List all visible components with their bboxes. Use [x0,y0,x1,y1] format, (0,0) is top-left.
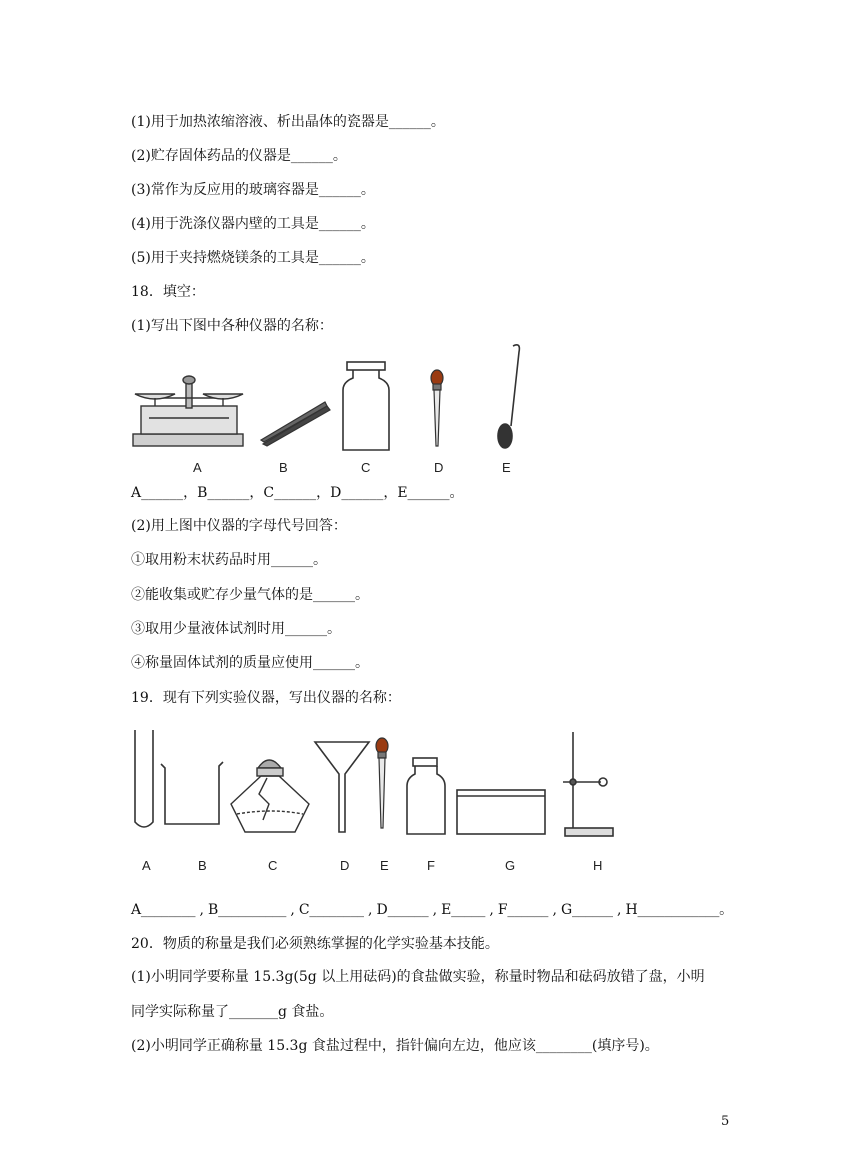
q20-item-2: (2)小明同学正确称量 15.3g 食盐过程中，指针偏向左边，他应该________(填序号)。 [131,1038,659,1054]
q19-figure-label-e: E [380,858,389,873]
combustion-spoon-icon [498,345,519,448]
q18-title: 18．填空： [131,284,205,300]
q19-figure-label-a: A [142,858,151,873]
q17-item-3: (3)常作为反应用的玻璃容器是______。 [131,182,375,198]
q18-figure [131,342,531,478]
q18-figure-label-e: E [502,460,511,475]
q18-figure-label-d: D [434,460,444,475]
page-number: 5 [721,1114,730,1129]
q18-item-3: ③取用少量液体试剂时用______。 [131,621,341,637]
beaker-icon [161,762,223,824]
q18-sub1: (1)写出下图中各种仪器的名称： [131,318,333,334]
dropper-icon [376,738,388,828]
q18-figure-label-a: A [193,460,202,475]
q17-item-1: (1)用于加热浓缩溶液、析出晶体的瓷器是______。 [131,114,445,130]
q17-item-4: (4)用于洗涤仪器内壁的工具是______。 [131,216,375,232]
q18-answer-line: A______，B______，C______，D______，E______。 [131,485,464,501]
q19-figure-label-c: C [268,858,278,873]
water-trough-icon [457,790,545,834]
q17-item-5: (5)用于夹持燃烧镁条的工具是______。 [131,250,375,266]
q18-item-2: ②能收集或贮存少量气体的是______。 [131,587,369,603]
alcohol-lamp-icon [231,760,309,832]
dropper-icon [431,370,443,446]
q18-figure-label-c: C [361,460,371,475]
tweezers-icon [261,402,330,446]
q18-item-1: ①取用粉末状药品时用______。 [131,552,327,568]
reagent-bottle-icon [407,758,445,834]
q19-figure-label-b: B [198,858,207,873]
q19-title: 19．现有下列实验仪器，写出仪器的名称： [131,690,401,706]
q18-item-4: ④称量固体试剂的质量应使用______。 [131,655,369,671]
q19-instruments-drawing [131,728,621,840]
q19-answer-line: A________ , B__________ , C________ , D______ , E_____ , F______ , G______ , H____________。 [131,902,733,918]
wide-mouth-bottle-icon [343,362,389,450]
q18-sub2: (2)用上图中仪器的字母代号回答： [131,518,347,534]
funnel-icon [315,742,369,832]
q19-figure-label-d: D [340,858,350,873]
q17-item-2: (2)贮存固体药品的仪器是______。 [131,148,347,164]
q19-figure-label-f: F [427,858,435,873]
q19-figure-label-g: G [505,858,516,873]
q19-figure-label-h: H [593,858,603,873]
balance-icon [133,376,243,446]
q20-item-1-line-1: (1)小明同学要称量 15.3g(5g 以上用砝码)的食盐做实验，称量时物品和砝码放错了盘，小明 [131,969,705,985]
q18-instruments-drawing [131,342,531,452]
test-tube-icon [135,730,153,827]
q18-figure-label-b: B [279,460,288,475]
q19-figure [131,728,621,878]
q20-item-1-line-2: 同学实际称量了_______g 食盐。 [131,1004,334,1020]
q20-title: 20．物质的称量是我们必须熟练掌握的化学实验基本技能。 [131,936,499,952]
iron-stand-icon [563,732,613,836]
